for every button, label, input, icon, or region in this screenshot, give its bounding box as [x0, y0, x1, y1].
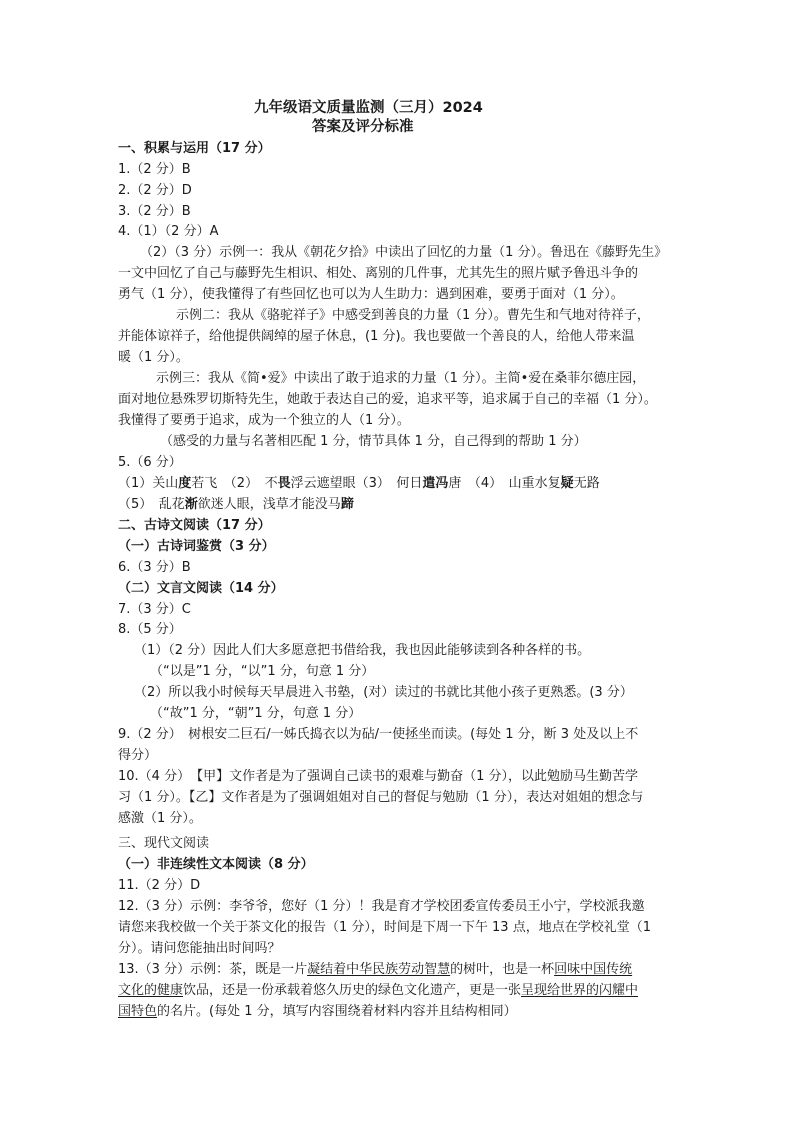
answer-q8-2: （2）所以我小时候每天早晨进入书塾，(对）读过的书就比其他小孩子更熟悉。(3 分）: [134, 685, 633, 700]
answer-q8-2-note: （“故”1 分，“朝”1 分，句意 1 分）: [150, 706, 362, 721]
answer-q13-line: 13.（3 分）示例：茶，既是一片凝结着中华民族劳动智慧的树叶，也是一杯回味中国传统: [118, 962, 633, 977]
answer-q7: 7.（3 分）C: [118, 602, 191, 617]
document-title: 九年级语文质量监测（三月）2024: [254, 100, 483, 116]
section-2-heading: 二、古诗文阅读（17 分）: [118, 518, 271, 533]
answer-q5: 5.（6 分）: [118, 455, 182, 470]
section-2-sub-2: （二）文言文阅读（14 分）: [118, 581, 284, 596]
example-3-line: 我懂得了要勇于追求，成为一个独立的人（1 分）。: [118, 413, 410, 428]
answer-q4-1: 4.（1）（2 分）A: [118, 224, 219, 239]
scoring-note: （感受的力量与名著相匹配 1 分，情节具体 1 分，自己得到的帮助 1 分）: [160, 434, 587, 449]
answer-q12-line: 分）。请问您能抽出时间吗？: [118, 941, 281, 956]
answer-q12-line: 12.（3 分）示例：李爷爷，您好（1 分）！我是育才学校团委宣传委员王小宁，学校派我邀: [118, 899, 645, 914]
example-2-line: 示例二：我从《骆驼祥子》中感受到善良的力量（1 分）。曹先生和气地对待祥子，: [176, 308, 650, 323]
example-3-line: 面对地位悬殊罗切斯特先生，她敢于表达自己的爱，追求平等，追求属于自己的幸福（1 分）。: [118, 392, 657, 407]
section-3-heading: 三、现代文阅读: [118, 836, 210, 851]
answer-q4-2-line: 一文中回忆了自己与藤野先生相识、相处、离别的几件事，尤其先生的照片赋予鲁迅斗争的: [118, 266, 639, 281]
answer-q13-line: 国特色的名片。(每处 1 分，填写内容围绕着材料内容并且结构相同）: [118, 1004, 517, 1019]
answer-q9-line: 得分）: [118, 748, 158, 763]
answer-q5-line-1: （1）关山度若飞 （2） 不畏浮云遮望眼（3） 何日遣冯唐 （4） 山重水复疑无路: [118, 476, 600, 491]
answer-q10-line: 感激（1 分）。: [118, 811, 202, 826]
answer-q1: 1.（2 分）B: [118, 162, 191, 177]
section-2-sub-1: （一）古诗词鉴赏（3 分）: [118, 539, 275, 554]
answer-q9-line: 9.（2 分） 树根安二巨石/一姊氏捣衣以为砧/一使拯坐而读。(每处 1 分，断 3 处及以上不: [118, 727, 639, 742]
answer-q8-1-note: （“以是”1 分，“以”1 分，句意 1 分）: [150, 664, 375, 679]
section-3-sub-1: （一）非连续性文本阅读（8 分）: [118, 857, 314, 872]
answer-q11: 11.（2 分）D: [118, 878, 201, 893]
answer-q8-1: （1）（2 分）因此人们大多愿意把书借给我，我也因此能够读到各种各样的书。: [134, 643, 591, 658]
example-3-line: 示例三：我从《简•爱》中读出了敢于追求的力量（1 分）。主简•爱在桑菲尔德庄园，: [156, 371, 646, 386]
answer-q2: 2.（2 分）D: [118, 183, 192, 198]
answer-q6: 6.（3 分）B: [118, 560, 191, 575]
answer-q4-2-line: （2）（3 分）示例一：我从《朝花夕拾》中读出了回忆的力量（1 分）。鲁迅在《藤野先生》: [140, 245, 668, 260]
answer-q5-line-2: （5） 乱花渐欲迷人眼，浅草才能没马蹄: [118, 497, 354, 512]
answer-q4-2-line: 勇气（1 分），使我懂得了有些回忆也可以为人生助力：遇到困难，要勇于面对（1 分）。: [118, 287, 624, 302]
example-2-line: 暖（1 分）。: [118, 350, 189, 365]
answer-q10-line: 10.（4 分） 【甲】文作者是为了强调自己读书的艰难与勤奋（1 分），以此勉励马生勤苦学: [118, 769, 638, 784]
example-2-line: 并能体谅祥子，给他提供阔绰的屋子休息，(1 分)。我也要做一个善良的人，给他人带来温: [118, 329, 635, 344]
answer-q13-line: 文化的健康饮品，还是一份承载着悠久历史的绿色文化遗产，更是一张呈现给世界的闪耀中: [118, 983, 639, 998]
answer-q8: 8.（5 分）: [118, 622, 182, 637]
document-subtitle: 答案及评分标准: [312, 119, 414, 135]
answer-q10-line: 习（1 分）。【乙】文作者是为了强调姐姐对自己的督促与勉励（1 分），表达对姐姐的想念与: [118, 790, 644, 805]
answer-q3: 3.（2 分）B: [118, 204, 191, 219]
section-1-heading: 一、积累与运用（17 分）: [118, 141, 271, 156]
answer-q12-line: 请您来我校做一个关于茶文化的报告（1 分），时间是下周一下午 13 点，地点在学校礼堂（1: [118, 920, 651, 935]
